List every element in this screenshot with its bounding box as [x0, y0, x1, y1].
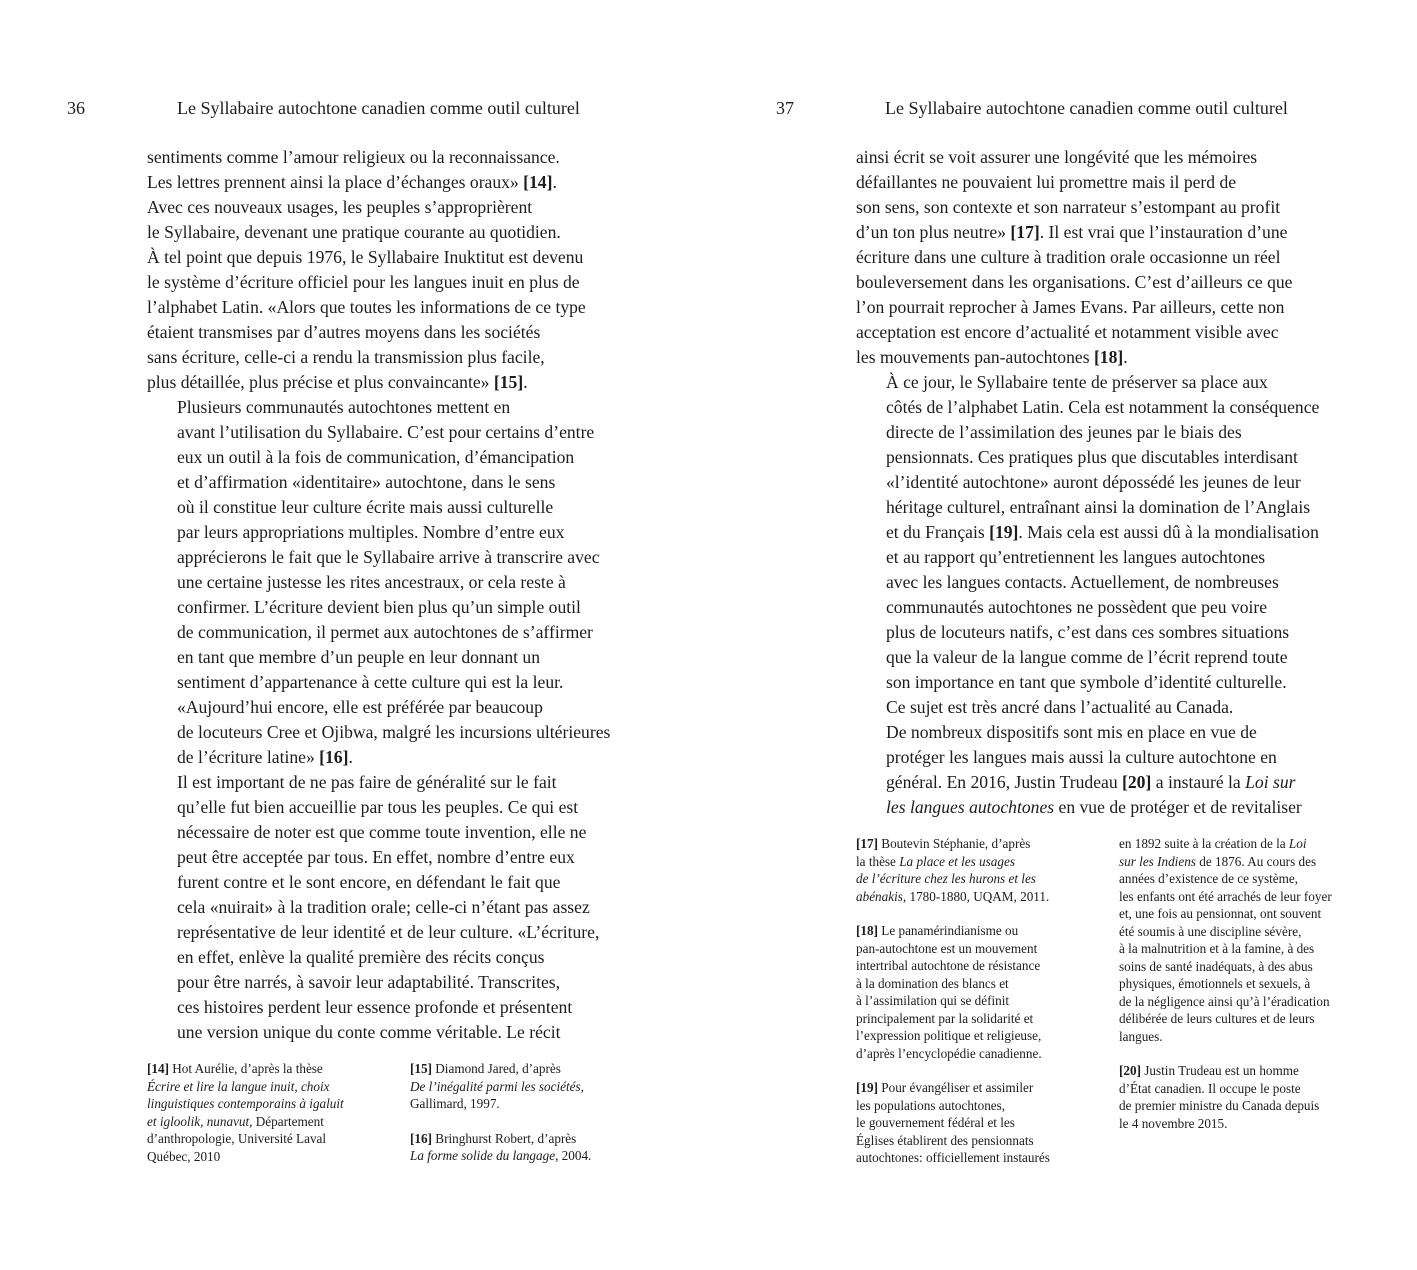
text-line: [856, 170, 1319, 195]
text-segment: a instauré la: [1151, 772, 1246, 792]
text-segment: langues.: [1119, 1028, 1163, 1044]
footnote-line: [1119, 958, 1332, 976]
text-segment: . Mais cela est aussi dû à la mondialisation: [1018, 522, 1319, 542]
text-segment: années d’existence de ce système,: [1119, 871, 1299, 886]
text-line: [856, 195, 1319, 220]
reference-marker: [14]: [147, 1061, 169, 1076]
text-segment: défaillantes ne pouvaient lui promettre mais il perd de: [856, 172, 1237, 192]
text-segment: écriture dans une culture à tradition orale occasionne un réel: [856, 247, 1281, 267]
reference-marker: [20]: [1122, 772, 1152, 792]
text-segment: à la malnutrition et à la famine, à des: [1119, 941, 1315, 956]
footnote-line: [856, 957, 1050, 975]
text-segment: héritage culturel, entraînant ainsi la domination de l’Anglais: [886, 497, 1311, 517]
text-line: [147, 420, 610, 445]
reference-marker: [18]: [856, 923, 878, 938]
text-line: [147, 495, 610, 520]
right-page: [708, 0, 1417, 1270]
text-line: [147, 395, 610, 420]
footnote-line: [1119, 905, 1332, 923]
text-line: [147, 995, 610, 1020]
footnote: [1119, 1062, 1332, 1132]
italic-text: Écrire et lire la langue inuit, choix: [147, 1078, 330, 1094]
text-segment: pour être narrés, à savoir leur adaptabilité. Transcrites,: [177, 972, 561, 992]
text-line: [147, 745, 610, 770]
text-segment: , 2004.: [555, 1148, 592, 1163]
text-segment: avec les langues contacts. Actuellement, de nombreuses: [886, 572, 1279, 592]
footnote: [410, 1060, 591, 1113]
footnote-line: [147, 1078, 344, 1096]
footnote-line: [856, 1079, 1050, 1097]
text-segment: son importance en tant que symbole d’identité culturelle.: [886, 672, 1287, 692]
reference-marker: [17]: [856, 836, 878, 851]
text-segment: le 4 novembre 2015.: [1119, 1115, 1228, 1131]
text-segment: d’anthropologie, Université Laval: [147, 1131, 327, 1146]
text-segment: de la négligence ainsi qu’à l’éradication: [1119, 993, 1330, 1009]
text-line: [147, 220, 610, 245]
text-segment: Bringhurst Robert, d’après: [431, 1130, 577, 1146]
text-line: [856, 595, 1319, 620]
text-segment: et, une fois au pensionnat, ont souvent: [1119, 906, 1322, 921]
footnote-line: [856, 870, 1050, 888]
reference-marker: [16]: [319, 747, 349, 767]
text-segment: communautés autochtones ne possèdent que peu voire: [886, 597, 1268, 617]
text-segment: acceptation est encore d’actualité et notamment visible avec: [856, 322, 1279, 342]
text-line: [856, 620, 1319, 645]
text-line: [147, 720, 610, 745]
footnote-line: [856, 940, 1050, 958]
italic-text: Loi sur: [1245, 772, 1296, 792]
paragraph: [147, 145, 610, 395]
reference-marker: [15]: [493, 372, 524, 392]
italic-text: linguistiques contemporains à igaluit: [147, 1096, 344, 1111]
italic-text: les langues autochtones: [886, 797, 1055, 817]
text-segment: cela «nuirait» à la tradition orale; celle-ci n’étant pas assez: [177, 897, 590, 917]
text-segment: De nombreux dispositifs sont mis en place en vue de: [886, 722, 1257, 742]
text-segment: bouleversement dans les organisations. C’est d’ailleurs ce que: [856, 272, 1293, 292]
text-line: [856, 270, 1319, 295]
text-segment: plus de locuteurs natifs, c’est dans ces sombres situations: [886, 622, 1290, 642]
text-segment: Justin Trudeau est un homme: [1140, 1063, 1299, 1078]
text-line: [147, 270, 610, 295]
footnote-line: [410, 1147, 591, 1165]
text-line: [856, 795, 1319, 820]
text-segment: et d’affirmation «identitaire» autochtone, dans le sens: [177, 472, 556, 492]
footnote-line: [410, 1060, 591, 1078]
text-segment: Hot Aurélie, d’après la thèse: [168, 1061, 323, 1076]
text-segment: Québec, 2010: [147, 1148, 221, 1164]
italic-text: sur les Indiens: [1119, 853, 1196, 869]
footnote-line: [1119, 888, 1332, 906]
text-segment: .: [348, 747, 353, 767]
italic-text: La place et les usages: [899, 853, 1015, 869]
text-segment: de premier ministre du Canada depuis: [1119, 1098, 1320, 1113]
reference-marker: [20]: [1119, 1063, 1141, 1078]
footnotes-column-1: [856, 835, 1050, 1184]
text-segment: en tant que membre d’un peuple en leur donnant un: [177, 647, 540, 667]
text-line: [147, 170, 610, 195]
text-line: [147, 445, 610, 470]
text-segment: Diamond Jared, d’après: [431, 1061, 561, 1076]
text-line: [856, 645, 1319, 670]
text-segment: «l’identité autochtone» auront dépossédé les jeunes de leur: [886, 472, 1301, 492]
text-segment: les populations autochtones,: [856, 1097, 1006, 1113]
text-segment: étaient transmises par d’autres moyens dans les sociétés: [147, 322, 541, 342]
text-segment: une version unique du conte comme véritable. Le récit: [177, 1022, 561, 1042]
italic-text: La forme solide du langage: [410, 1148, 556, 1163]
body-text: [856, 145, 1319, 820]
text-line: [856, 545, 1319, 570]
text-segment: l’alphabet Latin. «Alors que toutes les informations de ce type: [147, 297, 586, 317]
text-segment: en effet, enlève la qualité première des récits conçus: [177, 947, 545, 967]
footnote-line: [1119, 923, 1332, 941]
italic-text: de l’écriture chez les hurons et les: [856, 871, 1036, 886]
text-line: [147, 1020, 610, 1045]
footnote-line: [1119, 1028, 1332, 1046]
text-line: [147, 545, 610, 570]
paragraph: [147, 770, 610, 1045]
text-segment: côtés de l’alphabet Latin. Cela est notamment la conséquence: [886, 397, 1320, 417]
text-line: [147, 795, 610, 820]
text-segment: Les lettres prennent ainsi la place d’échanges oraux»: [147, 172, 524, 192]
footnote-line: [1119, 870, 1332, 888]
text-line: [147, 695, 610, 720]
text-line: [147, 570, 610, 595]
text-line: [856, 220, 1319, 245]
text-segment: protéger les langues mais aussi la culture autochtone en: [886, 747, 1277, 767]
text-segment: eux un outil à la fois de communication, d’émancipation: [177, 447, 575, 467]
text-segment: pan-autochtone est un mouvement: [856, 940, 1038, 956]
footnote-line: [1119, 835, 1332, 853]
paragraph: [856, 370, 1319, 695]
text-segment: d’après l’encyclopédie canadienne.: [856, 1045, 1042, 1061]
text-segment: de l’écriture latine»: [177, 747, 320, 767]
text-segment: , 1780-1880, UQAM, 2011.: [902, 888, 1050, 904]
paragraph: [856, 145, 1319, 370]
paragraph: [147, 395, 610, 770]
text-segment: sans écriture, celle-ci a rendu la transmission plus facile,: [147, 347, 545, 367]
italic-text: et igloolik, nunavut,: [147, 1113, 253, 1129]
footnote-line: [1119, 1115, 1332, 1133]
text-line: [856, 520, 1319, 545]
running-title: Le Syllabaire autochtone canadien comme outil culturel: [885, 98, 1288, 118]
footnote: [856, 835, 1050, 905]
footnote-line: [856, 1132, 1050, 1150]
text-segment: son sens, son contexte et son narrateur s’estompant au profit: [856, 197, 1281, 217]
text-segment: à la domination des blancs et: [856, 975, 1009, 991]
footnote-line: [147, 1130, 344, 1148]
text-segment: nécessaire de noter est que comme toute invention, elle ne: [177, 822, 587, 842]
text-line: [147, 845, 610, 870]
text-segment: autochtones: officiellement instaurés: [856, 1150, 1050, 1165]
footnote: [410, 1130, 591, 1165]
footnote-line: [856, 1097, 1050, 1115]
footnote: [147, 1060, 344, 1165]
text-segment: À ce jour, le Syllabaire tente de préserver sa place aux: [886, 372, 1268, 392]
reference-marker: [17]: [1010, 222, 1040, 242]
text-line: [147, 770, 610, 795]
text-segment: où il constitue leur culture écrite mais aussi culturelle: [177, 497, 554, 517]
footnote-line: [856, 975, 1050, 993]
text-line: [856, 370, 1319, 395]
footnote-line: [856, 853, 1050, 871]
reference-marker: [19]: [856, 1080, 878, 1095]
text-segment: .: [552, 172, 557, 192]
left-page: [0, 0, 708, 1270]
text-line: [856, 445, 1319, 470]
text-line: [147, 820, 610, 845]
text-segment: furent contre et le sont encore, en défendant le fait que: [177, 872, 561, 892]
footnotes-column-2: [410, 1060, 591, 1182]
text-line: [147, 245, 610, 270]
footnote-line: [1119, 1097, 1332, 1115]
text-segment: les enfants ont été arrachés de leur foyer: [1119, 888, 1332, 904]
text-segment: Plusieurs communautés autochtones mettent en: [177, 397, 511, 417]
text-segment: peut être acceptée par tous. En effet, nombre d’entre eux: [177, 847, 575, 867]
footnote-line: [147, 1095, 344, 1113]
italic-text: De l’inégalité parmi les sociétés,: [410, 1078, 584, 1094]
text-line: [147, 620, 610, 645]
reference-marker: [16]: [410, 1130, 432, 1146]
text-line: [856, 145, 1319, 170]
text-segment: général. En 2016, Justin Trudeau: [886, 772, 1123, 792]
text-segment: par leurs appropriations multiples. Nombre d’entre eux: [177, 522, 565, 542]
text-segment: été soumis à une discipline sévère,: [1119, 923, 1302, 939]
text-line: [856, 320, 1319, 345]
footnote-line: [1119, 993, 1332, 1011]
footnote-line: [1119, 853, 1332, 871]
footnote: [1119, 835, 1332, 1045]
text-segment: . Il est vrai que l’instauration d’une: [1039, 222, 1288, 242]
text-line: [856, 570, 1319, 595]
text-segment: À tel point que depuis 1976, le Syllabaire Inuktitut est devenu: [147, 247, 584, 267]
text-segment: en vue de protéger et de revitaliser: [1054, 797, 1302, 817]
text-segment: .: [523, 372, 528, 392]
footnote-line: [410, 1095, 591, 1113]
reference-marker: [19]: [989, 522, 1019, 542]
text-line: [147, 970, 610, 995]
text-segment: à l’assimilation qui se définit: [856, 993, 1010, 1008]
text-segment: Département: [252, 1113, 324, 1129]
text-segment: confirmer. L’écriture devient bien plus qu’un simple outil: [177, 597, 581, 617]
footnote-line: [410, 1078, 591, 1096]
text-line: [147, 320, 610, 345]
text-segment: intertribal autochtone de résistance: [856, 958, 1041, 973]
text-segment: Pour évangéliser et assimiler: [877, 1080, 1034, 1095]
footnote-line: [1119, 1010, 1332, 1028]
body-text: [147, 145, 610, 1045]
text-segment: la thèse: [856, 853, 900, 869]
text-segment: plus détaillée, plus précise et plus convaincante»: [147, 372, 494, 392]
text-segment: une certaine justesse les rites ancestraux, or cela reste à: [177, 572, 566, 592]
text-line: [856, 770, 1319, 795]
footnote-line: [856, 1027, 1050, 1045]
text-segment: «Aujourd’hui encore, elle est préférée par beaucoup: [177, 697, 543, 717]
text-segment: le Syllabaire, devenant une pratique courante au quotidien.: [147, 222, 561, 242]
footnote-line: [856, 1010, 1050, 1028]
text-segment: et du Français: [886, 522, 990, 542]
text-line: [147, 345, 610, 370]
text-line: [856, 420, 1319, 445]
page-number: 37: [776, 98, 794, 118]
text-segment: Le panamérindianisme ou: [877, 923, 1019, 938]
footnote: [856, 1079, 1050, 1167]
text-line: [147, 195, 610, 220]
footnote-line: [147, 1060, 344, 1078]
footnote-line: [856, 888, 1050, 906]
italic-text: abénakis: [856, 888, 903, 904]
page-number: 36: [67, 98, 85, 118]
footnote-line: [856, 835, 1050, 853]
text-line: [856, 670, 1319, 695]
reference-marker: [18]: [1093, 347, 1124, 367]
text-line: [147, 295, 610, 320]
text-segment: les mouvements pan-autochtones: [856, 347, 1094, 367]
text-segment: que la valeur de la langue comme de l’écrit reprend toute: [886, 647, 1288, 667]
text-segment: ces histoires perdent leur essence profonde et présentent: [177, 997, 573, 1017]
text-segment: avant l’utilisation du Syllabaire. C’est pour certains d’entre: [177, 422, 595, 442]
footnote-line: [147, 1113, 344, 1131]
text-line: [856, 495, 1319, 520]
text-line: [147, 520, 610, 545]
text-segment: ainsi écrit se voit assurer une longévité que les mémoires: [856, 147, 1258, 167]
text-segment: Églises établirent des pensionnats: [856, 1132, 1034, 1148]
paragraph: [856, 695, 1319, 820]
text-segment: apprécierons le fait que le Syllabaire arrive à transcrire avec: [177, 547, 600, 567]
footnote-line: [856, 992, 1050, 1010]
text-line: [856, 295, 1319, 320]
footnote-line: [856, 1045, 1050, 1063]
text-segment: le système d’écriture officiel pour les langues inuit en plus de: [147, 272, 580, 292]
text-segment: sentiments comme l’amour religieux ou la reconnaissance.: [147, 147, 560, 167]
text-segment: qu’elle fut bien accueillie par tous les peuples. Ce qui est: [177, 797, 579, 817]
text-segment: de 1876. Au cours des: [1195, 853, 1317, 869]
text-segment: soins de santé inadéquats, à des abus: [1119, 958, 1313, 974]
footnote-line: [1119, 1062, 1332, 1080]
text-segment: Boutevin Stéphanie, d’après: [877, 836, 1031, 851]
text-line: [147, 945, 610, 970]
text-segment: pensionnats. Ces pratiques plus que discutables interdisant: [886, 447, 1298, 467]
footnotes-column-1: [147, 1060, 344, 1182]
text-segment: Gallimard, 1997.: [410, 1096, 500, 1111]
text-line: [147, 370, 610, 395]
text-line: [856, 345, 1319, 370]
text-line: [147, 145, 610, 170]
text-segment: de communication, il permet aux autochtones de s’affirmer: [177, 622, 593, 642]
reference-marker: [14]: [523, 172, 553, 192]
text-segment: Ce sujet est très ancré dans l’actualité au Canada.: [886, 697, 1234, 717]
text-line: [147, 470, 610, 495]
italic-text: Loi: [1288, 836, 1307, 851]
footnote-line: [856, 1149, 1050, 1167]
text-segment: en 1892 suite à la création de la: [1119, 836, 1289, 851]
text-line: [147, 920, 610, 945]
text-line: [147, 670, 610, 695]
footnote-line: [856, 1114, 1050, 1132]
text-segment: délibérée de leurs cultures et de leurs: [1119, 1011, 1315, 1026]
reference-marker: [15]: [410, 1061, 432, 1076]
text-segment: de locuteurs Cree et Ojibwa, malgré les incursions ultérieures: [177, 722, 611, 742]
text-segment: d’État canadien. Il occupe le poste: [1119, 1080, 1301, 1096]
text-line: [856, 470, 1319, 495]
text-segment: l’on pourrait reprocher à James Evans. Par ailleurs, cette non: [856, 297, 1285, 317]
text-line: [147, 645, 610, 670]
text-line: [856, 395, 1319, 420]
text-segment: .: [1123, 347, 1128, 367]
text-segment: et au rapport qu’entretiennent les langues autochtones: [886, 547, 1266, 567]
running-title: Le Syllabaire autochtone canadien comme outil culturel: [177, 98, 580, 118]
footnote-line: [147, 1148, 344, 1166]
text-segment: d’un ton plus neutre»: [856, 222, 1011, 242]
text-segment: physiques, émotionnels et sexuels, à: [1119, 976, 1311, 991]
text-line: [147, 870, 610, 895]
footnote-line: [1119, 940, 1332, 958]
footnote-line: [1119, 1080, 1332, 1098]
text-segment: Il est important de ne pas faire de généralité sur le fait: [177, 772, 557, 792]
footnote-line: [410, 1130, 591, 1148]
text-segment: directe de l’assimilation des jeunes par le biais des: [886, 422, 1242, 442]
text-segment: Avec ces nouveaux usages, les peuples s’approprièrent: [147, 197, 533, 217]
footnote-line: [856, 922, 1050, 940]
text-line: [856, 245, 1319, 270]
text-segment: sentiment d’appartenance à cette culture qui est la leur.: [177, 672, 564, 692]
text-line: [856, 720, 1319, 745]
text-segment: principalement par la solidarité et: [856, 1010, 1034, 1026]
footnote-line: [1119, 975, 1332, 993]
text-segment: représentative de leur identité et de leur culture. «L’écriture,: [177, 922, 600, 942]
footnotes-column-2: [1119, 835, 1332, 1149]
text-line: [856, 695, 1319, 720]
text-segment: l’expression politique et religieuse,: [856, 1028, 1042, 1043]
footnote: [856, 922, 1050, 1062]
text-line: [856, 745, 1319, 770]
text-segment: le gouvernement fédéral et les: [856, 1115, 1015, 1130]
text-line: [147, 595, 610, 620]
text-line: [147, 895, 610, 920]
